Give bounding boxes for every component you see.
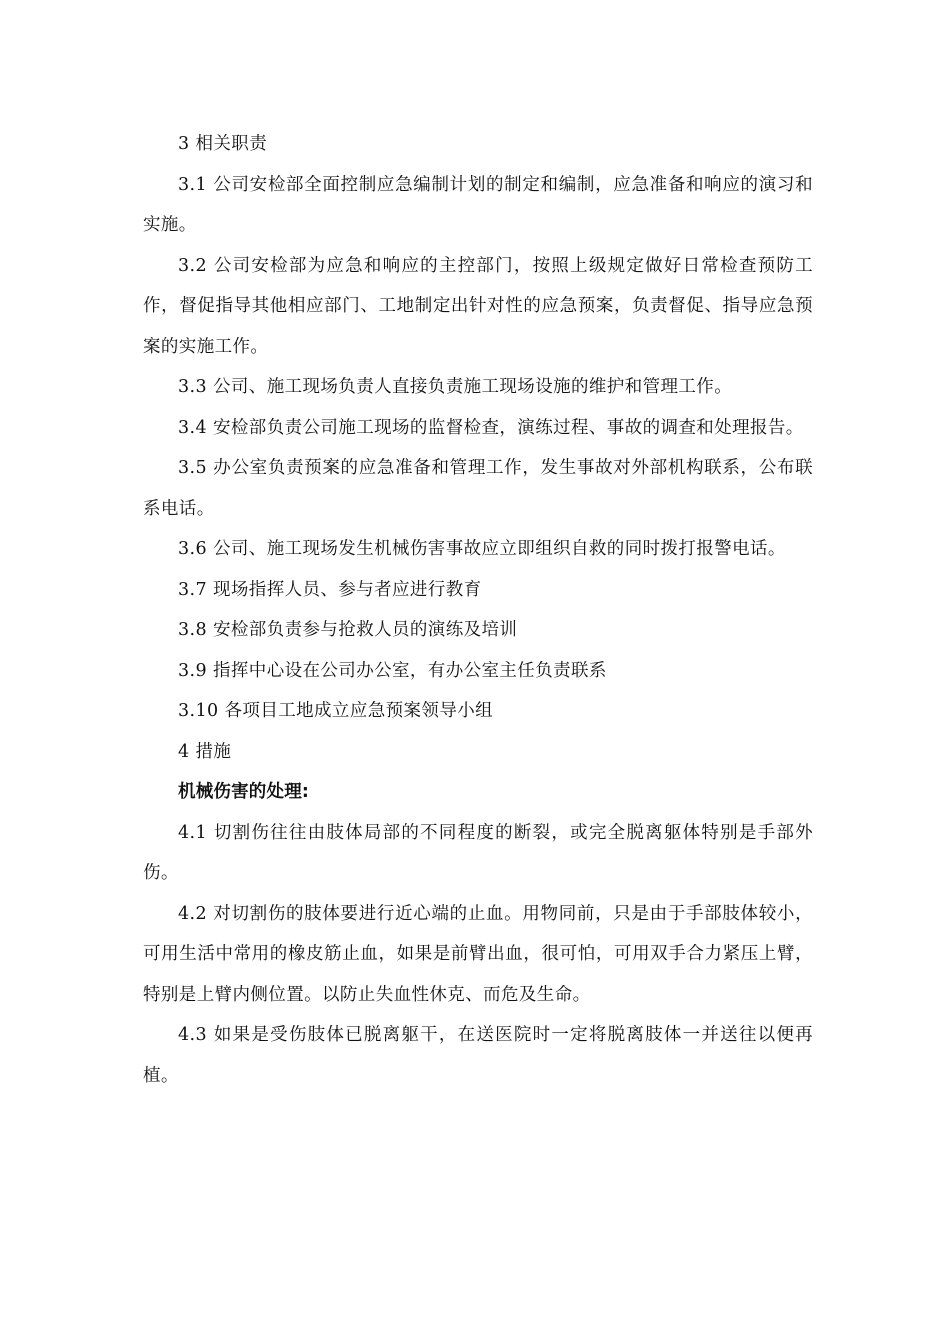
paragraph-section-4-title: 4 措施 bbox=[178, 741, 232, 762]
paragraph-3-8: 3.8 安检部负责参与抢救人员的演练及培训 bbox=[178, 620, 518, 640]
paragraph-3-10: 3.10 各项目工地成立应急预案领导小组 bbox=[178, 701, 494, 721]
document-body bbox=[143, 124, 813, 1096]
paragraph-3-7: 3.7 现场指挥人员、参与者应进行教育 bbox=[178, 579, 482, 600]
paragraph-3-6: 3.6 公司、施工现场发生机械伤害事故应立即组织自救的同时拨打报警电话。 bbox=[178, 539, 786, 559]
paragraph-4-1: 4.1 切割伤往往由肢体局部的不同程度的断裂，或完全脱离躯体特别是手部外伤。 bbox=[143, 822, 813, 883]
paragraph-3-1: 3.1 公司安检部全面控制应急编制计划的制定和编制，应急准备和响应的演习和实施。 bbox=[143, 174, 813, 235]
paragraph-4-2: 4.2 对切割伤的肢体要进行近心端的止血。用物同前，只是由于手部肢体较小，可用生活中常用的橡皮筋止血，如果是前臂出血，很可怕，可用双手合力紧压上臂，特别是上臂内侧位置。以防止失血性休克、而危及生命。 bbox=[143, 903, 813, 1005]
paragraph-3-2: 3.2 公司安检部为应急和响应的主控部门，按照上级规定做好日常检查预防工作，督促指导其他相应部门、工地制定出针对性的应急预案，负责督促、指导应急预案的实施工作。 bbox=[143, 255, 813, 357]
paragraph-3-3: 3.3 公司、施工现场负责人直接负责施工现场设施的维护和管理工作。 bbox=[178, 377, 733, 397]
paragraph-3-4: 3.4 安检部负责公司施工现场的监督检查，演练过程、事故的调查和处理报告。 bbox=[178, 417, 804, 438]
paragraph-3-5: 3.5 办公室负责预案的应急准备和管理工作，发生事故对外部机构联系，公布联系电话。 bbox=[143, 458, 813, 519]
paragraph-4-3: 4.3 如果是受伤肢体已脱离躯干，在送医院时一定将脱离肢体一并送往以便再植。 bbox=[143, 1025, 813, 1086]
subheading-mechanical-injury: 机械伤害的处理: bbox=[178, 782, 310, 802]
paragraph-section-3-title: 3 相关职责 bbox=[178, 134, 268, 154]
paragraph-3-9: 3.9 指挥中心设在公司办公室，有办公室主任负责联系 bbox=[178, 660, 607, 681]
